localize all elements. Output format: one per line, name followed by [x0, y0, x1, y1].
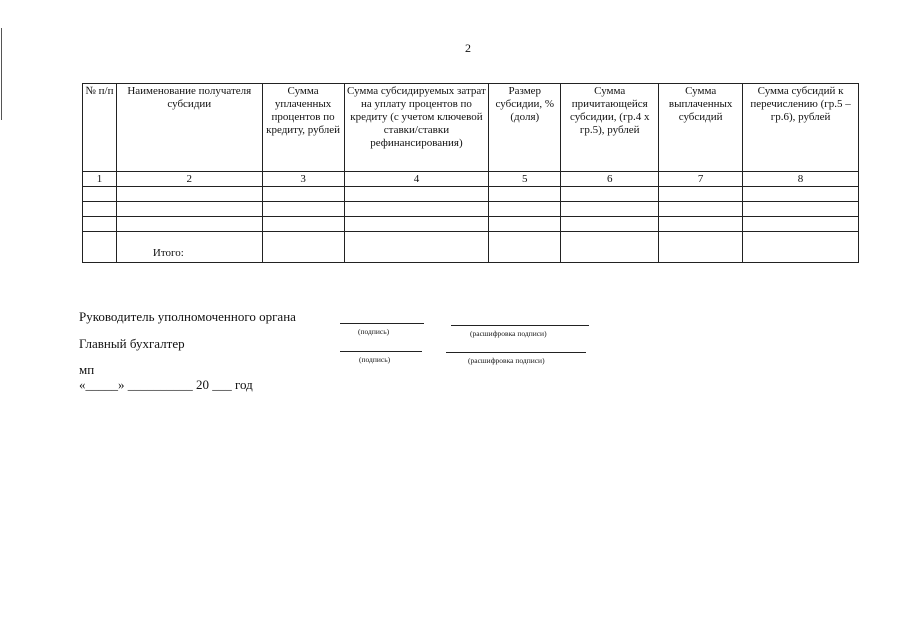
- header-paid-interest: Сумма уплаченных процентов по кредиту, рублей: [262, 84, 344, 172]
- head-signature-caption: (подпись): [358, 327, 390, 336]
- table-cell[interactable]: [659, 217, 743, 232]
- table-cell[interactable]: [561, 187, 659, 202]
- date-line: «_____» __________ 20 ___ год: [79, 377, 253, 392]
- header-recipient-name: Наименование получателя субсидии: [116, 84, 262, 172]
- table-cell[interactable]: [344, 232, 489, 263]
- table-cell[interactable]: [344, 202, 489, 217]
- header-subsidy-rate: Размер субсидии, % (доля): [489, 84, 561, 172]
- table-row: [83, 187, 859, 202]
- table-cell[interactable]: [489, 232, 561, 263]
- accountant-signature-label: Главный бухгалтер: [79, 336, 185, 351]
- table-cell[interactable]: [116, 187, 262, 202]
- header-subsidy-due: Сумма причитающейся субсидии, (гр.4 х гр.5), рублей: [561, 84, 659, 172]
- page-number: 2: [465, 41, 471, 55]
- table-cell[interactable]: [83, 217, 117, 232]
- accountant-decoding-caption: (расшифровка подписи): [468, 356, 545, 365]
- seal-label: мп: [79, 362, 95, 377]
- head-signature-line: [340, 323, 424, 324]
- table-cell[interactable]: [561, 217, 659, 232]
- header-subsidy-paid: Сумма выплаченных субсидий: [659, 84, 743, 172]
- table-cell[interactable]: [659, 232, 743, 263]
- table-cell[interactable]: [659, 187, 743, 202]
- margin-line: [1, 28, 2, 120]
- column-number: 7: [659, 172, 743, 187]
- table-row: [83, 202, 859, 217]
- column-number: 4: [344, 172, 489, 187]
- table-cell[interactable]: [262, 202, 344, 217]
- table-cell[interactable]: [743, 232, 859, 263]
- table-cell[interactable]: [262, 217, 344, 232]
- table-cell[interactable]: [743, 202, 859, 217]
- table-header-row: [83, 84, 859, 172]
- column-number: 8: [743, 172, 859, 187]
- subsidy-table: [82, 83, 859, 263]
- total-row: [83, 232, 859, 263]
- accountant-signature-caption: (подпись): [359, 355, 391, 364]
- accountant-decoding-line: [446, 352, 586, 353]
- total-label: Итого:: [116, 232, 262, 263]
- table-cell[interactable]: [83, 202, 117, 217]
- table-cell[interactable]: [489, 217, 561, 232]
- table-cell[interactable]: [83, 187, 117, 202]
- table-cell[interactable]: [743, 217, 859, 232]
- table-cell[interactable]: [262, 232, 344, 263]
- table-cell: [83, 232, 117, 263]
- head-decoding-line: [451, 325, 589, 326]
- header-subsidized-costs: Сумма субсидируемых затрат на уплату процентов по кредиту (с учетом ключевой ставки/ставки рефинансирования): [344, 84, 489, 172]
- column-number: 1: [83, 172, 117, 187]
- header-subsidy-to-transfer: Сумма субсидий к перечислению (гр.5 – гр.6), рублей: [743, 84, 859, 172]
- table-row: [83, 217, 859, 232]
- table-cell[interactable]: [344, 187, 489, 202]
- table-cell[interactable]: [489, 187, 561, 202]
- column-number: 3: [262, 172, 344, 187]
- table-cell[interactable]: [659, 202, 743, 217]
- table-cell[interactable]: [116, 217, 262, 232]
- table-cell[interactable]: [743, 187, 859, 202]
- column-number: 2: [116, 172, 262, 187]
- accountant-signature-line: [340, 351, 422, 352]
- table-cell[interactable]: [116, 202, 262, 217]
- head-decoding-caption: (расшифровка подписи): [470, 329, 547, 338]
- column-number: 5: [489, 172, 561, 187]
- column-number-row: [83, 172, 859, 187]
- table-cell[interactable]: [489, 202, 561, 217]
- column-number: 6: [561, 172, 659, 187]
- head-signature-label: Руководитель уполномоченного органа: [79, 309, 296, 324]
- table-cell[interactable]: [561, 232, 659, 263]
- table-cell[interactable]: [344, 217, 489, 232]
- table-cell[interactable]: [561, 202, 659, 217]
- header-number: № п/п: [83, 84, 117, 172]
- table-cell[interactable]: [262, 187, 344, 202]
